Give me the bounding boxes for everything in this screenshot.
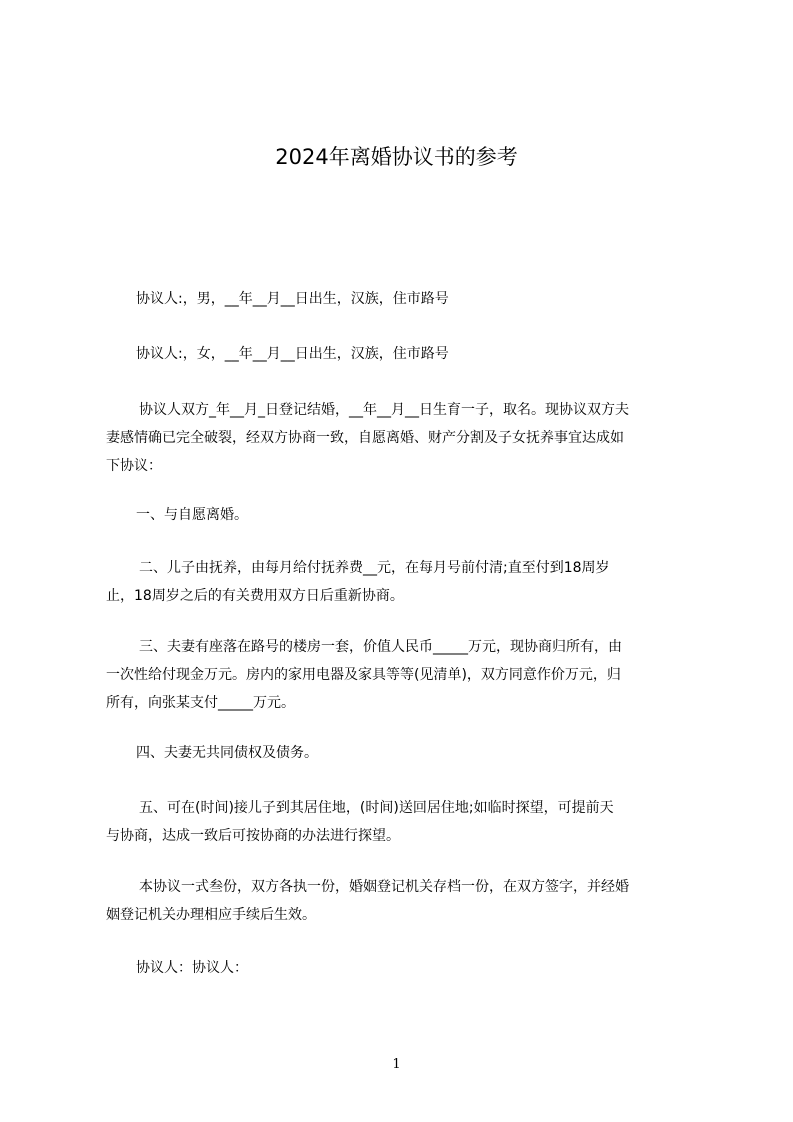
clause-5-line-2: 与协商，达成一致后可按协商的办法进行探望。 (106, 828, 400, 844)
clause-3-line-1: 三、夫妻有座落在路号的楼房一套，价值人民币_____万元，现协商归所有，由 (139, 639, 622, 655)
intro-line-3: 下协议： (106, 458, 162, 474)
clause-3-paragraph (106, 633, 696, 717)
intro-paragraph (106, 396, 696, 480)
clause-3-line-2: 一次性给付现金万元。房内的家用电器及家具等等(见清单)，双方同意作价万元，归 (106, 667, 621, 683)
clause-5-line-1: 五、可在(时间)接儿子到其居住地，(时间)送回居住地;如临时探望，可提前天 (139, 800, 614, 816)
clause-3-line-3: 所有，向张某支付_____万元。 (106, 695, 295, 711)
clause-5-paragraph (106, 794, 696, 850)
document-title: 2024年离婚协议书的参考 (275, 145, 518, 169)
closing-line-1: 本协议一式叁份，双方各执一份，婚姻登记机关存档一份，在双方签字，并经婚 (139, 879, 629, 895)
clause-2-paragraph (106, 554, 696, 610)
clause-2-line-2: 止，18周岁之后的有关费用双方日后重新协商。 (106, 588, 404, 604)
party-2-line: 协议人:，女，__年__月__日出生，汉族，住市路号 (136, 346, 449, 362)
party-1-line: 协议人:，男，__年__月__日出生，汉族，住市路号 (136, 291, 449, 307)
clause-2-line-1: 二、儿子由抚养，由每月给付抚养费__元，在每月号前付清;直至付到18周岁 (139, 560, 610, 576)
signature-line: 协议人：协议人： (136, 960, 248, 976)
intro-line-2: 妻感情确已完全破裂，经双方协商一致，自愿离婚、财产分割及子女抚养事宜达成如 (106, 430, 624, 446)
closing-paragraph (106, 873, 696, 929)
page-number: 1 (392, 1057, 401, 1072)
clause-4: 四、夫妻无共同债权及债务。 (136, 745, 318, 761)
closing-line-2: 姻登记机关办理相应手续后生效。 (106, 907, 316, 923)
intro-line-1: 协议人双方_年__月_日登记结婚，__年__月__日生育一子，取名。现协议双方夫 (139, 402, 629, 418)
clause-1: 一、与自愿离婚。 (136, 507, 248, 523)
